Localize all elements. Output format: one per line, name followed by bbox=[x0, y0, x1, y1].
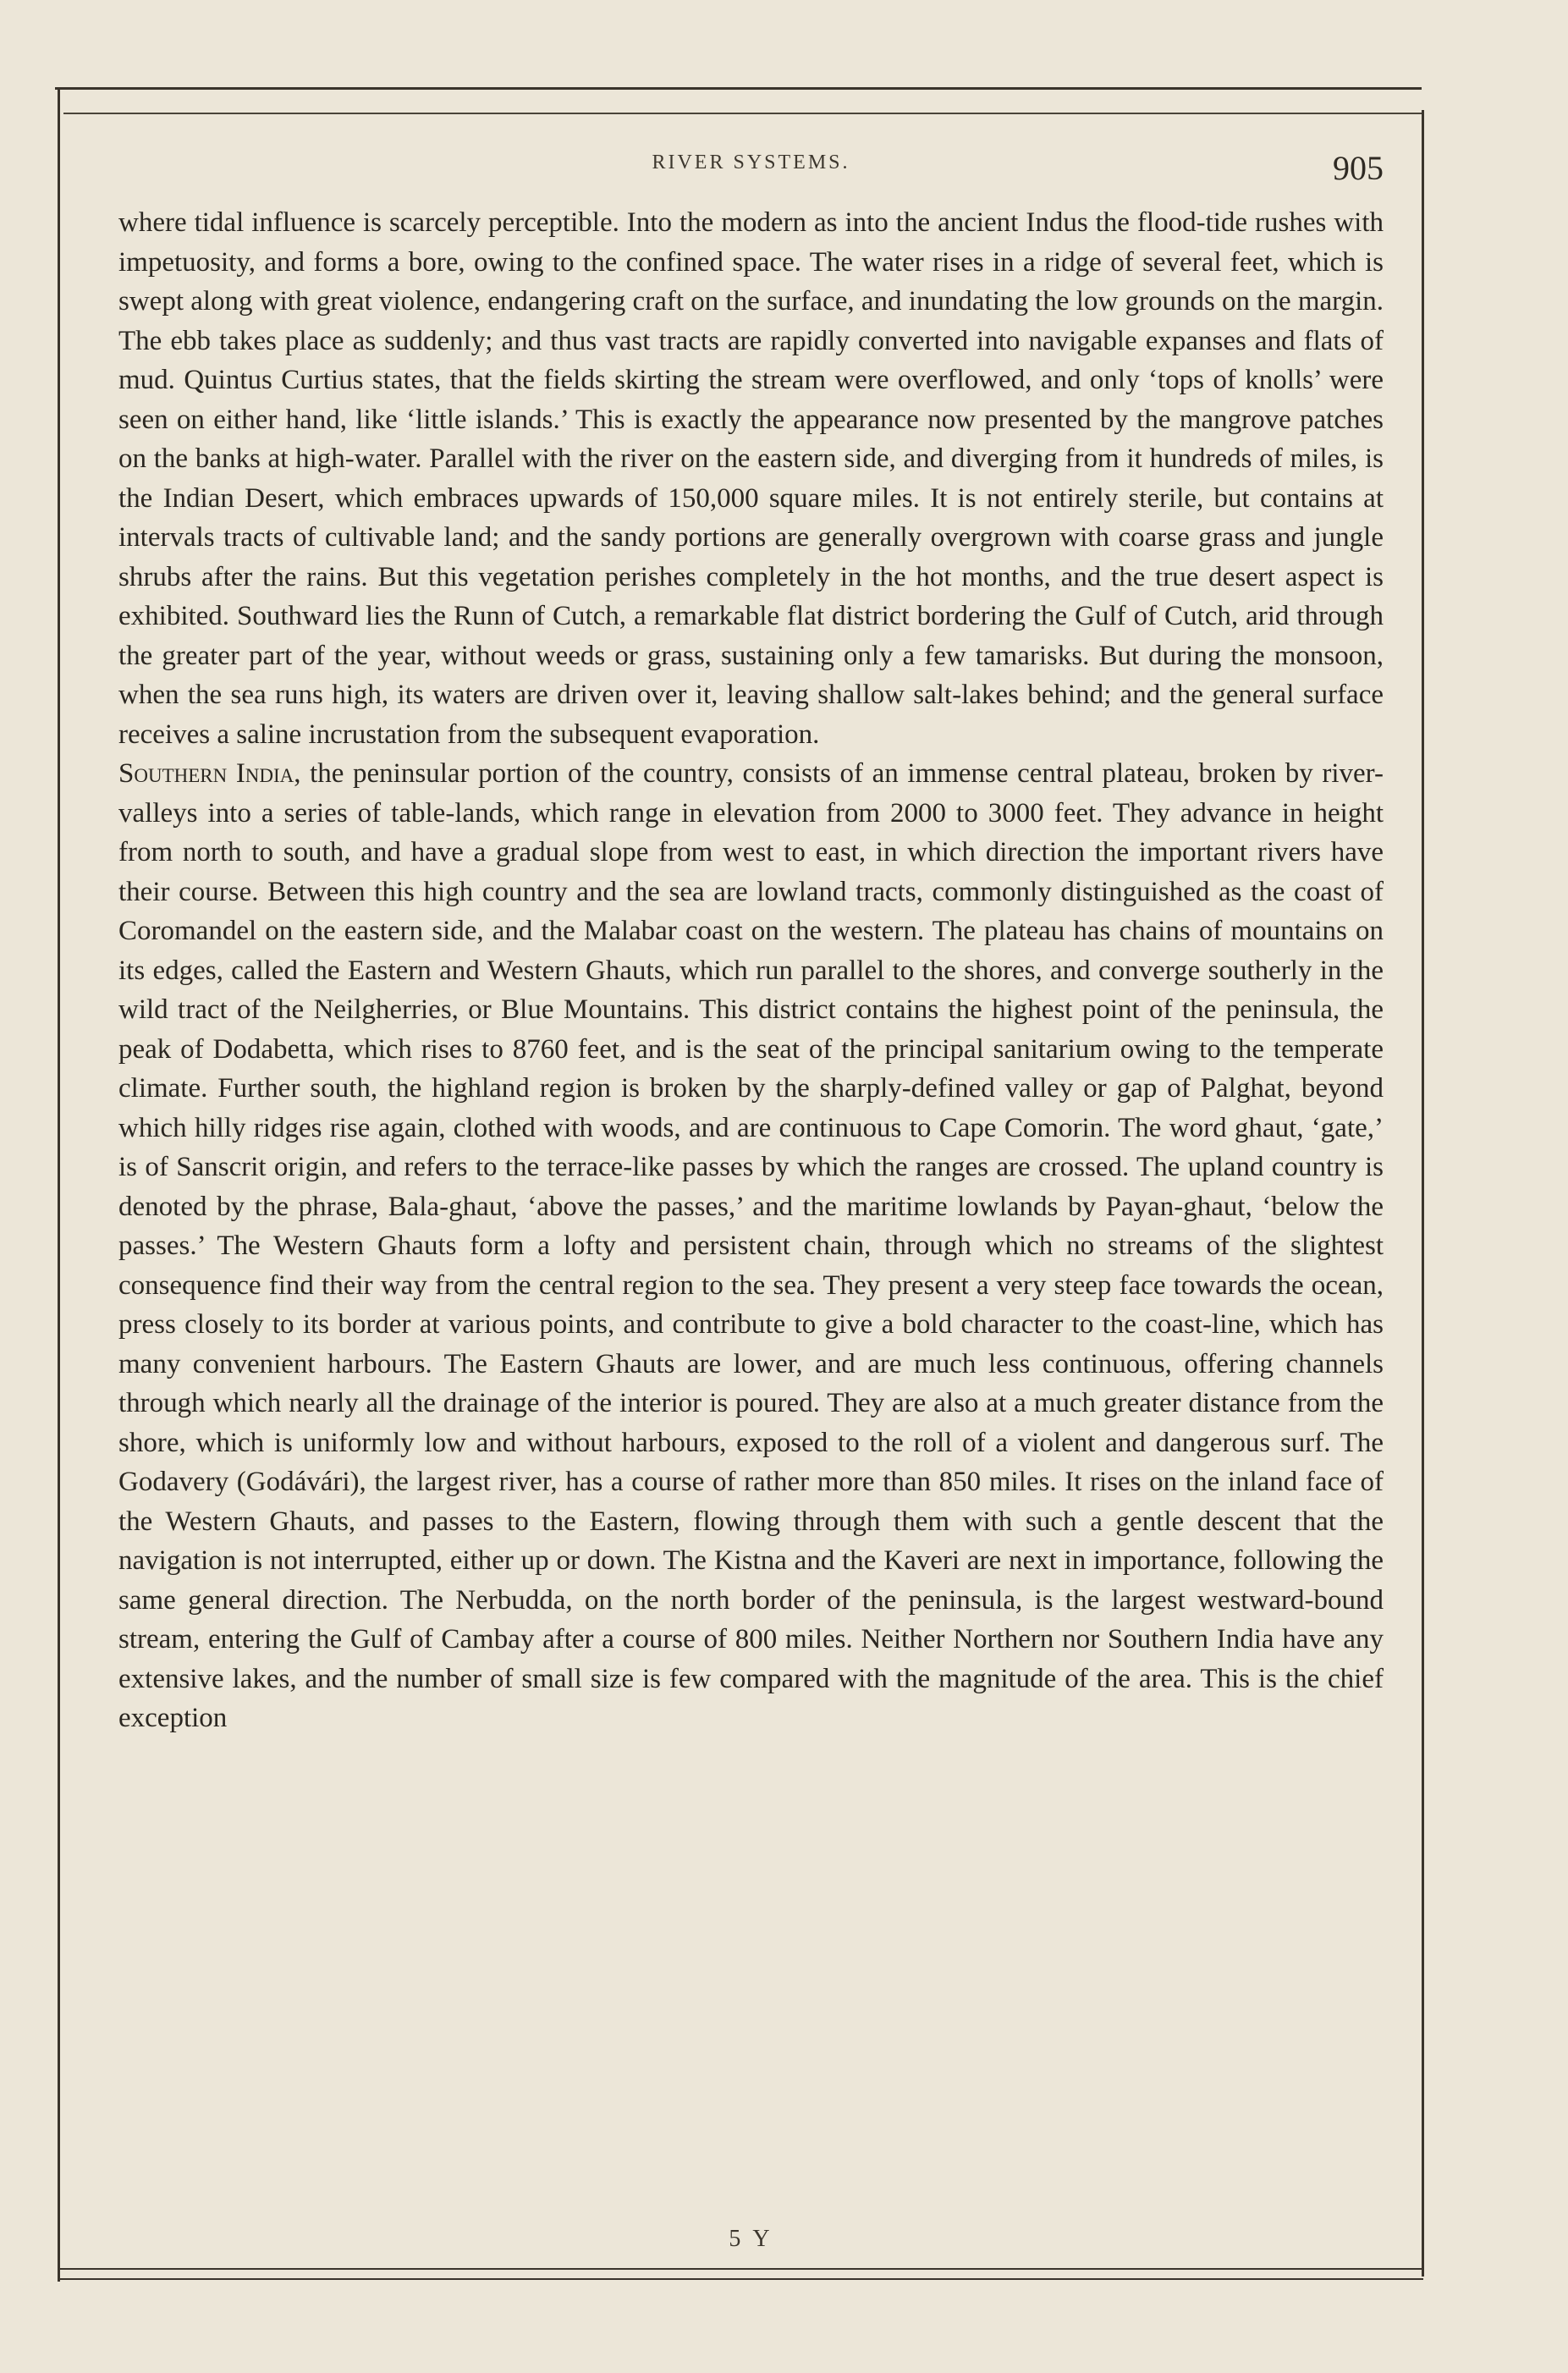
frame-bottom-rule bbox=[59, 2268, 1423, 2270]
paragraph-southern-india bbox=[118, 754, 1384, 1738]
page-header bbox=[118, 148, 1384, 199]
signature-mark: 5 Y bbox=[729, 2226, 773, 2252]
frame-right-rule bbox=[1422, 110, 1424, 2277]
frame-inner-rule bbox=[63, 113, 1422, 114]
frame-top-rule bbox=[55, 87, 1422, 90]
frame-bottom-rule-2 bbox=[59, 2278, 1423, 2280]
paragraph-indus: where tidal influence is scarcely perceptible. Into the modern as into the ancient Indus the flood-tide rushes with impetuosity, and forms a bore, owing to the confined space. The water rises in a ridge of several feet, which is swept along with great violence, endangering craft on the surface, and inundating the low grounds on the margin. The ebb takes place as suddenly; and thus vast tracts are rapidly converted into navigable expanses and flats of mud. Quintus Curtius states, that the fields skirting the stream were overflowed, and only ‘tops of knolls’ were seen on either hand, like ‘little islands.’ This is exactly the appearance now presented by the mangrove patches on the banks at high-water. Parallel with the river on the eastern side, and diverging from it hundreds of miles, is the Indian Desert, which embraces upwards of 150,000 square miles. It is not entirely sterile, but contains at intervals tracts of cultivable land; and the sandy portions are generally overgrown with coarse grass and jungle shrubs after the rains. But this vegetation perishes completely in the hot months, and the true desert aspect is exhibited. Southward lies the Runn of Cutch, a remarkable flat district bordering the Gulf of Cutch, arid through the greater part of the year, without weeds or grass, sustaining only a few tamarisks. But during the monsoon, when the sea runs high, its waters are driven over it, leaving shallow salt-lakes behind; and the general surface receives a saline incrustation from the subsequent evaporation. bbox=[118, 207, 1384, 750]
body-text bbox=[118, 203, 1384, 1738]
running-head: RIVER SYSTEMS. bbox=[652, 151, 850, 173]
frame-left-rule bbox=[58, 87, 60, 2282]
paragraph-southern-india-text: the peninsular portion of the country, consists of an immense central plateau, broken by river-valleys into a series of table-lands, which range in elevation from 2000 to 3000 feet. They advance in height from north to south, and have a gradual slope from west to east, in which direction the important rivers have their course. Between this high country and the sea are lowland tracts, commonly distinguished as the coast of Coromandel on the eastern side, and the Malabar coast on the western. The plateau has chains of mountains on its edges, called the Eastern and Western Ghauts, which run parallel to the shores, and converge southerly in the wild tract of the Neilgherries, or Blue Mountains. This district contains the highest point of the peninsula, the peak of Dodabetta, which rises to 8760 feet, and is the seat of the principal sanitarium owing to the temperate climate. Further south, the highland region is broken by the sharply-defined valley or gap of Palghat, beyond which hilly ridges rise again, clothed with woods, and are continuous to Cape Comorin. The word ghaut, ‘gate,’ is of Sanscrit origin, and refers to the terrace-like passes by which the ranges are crossed. The upland country is denoted by the phrase, Bala-ghaut, ‘above the passes,’ and the maritime lowlands by Payan-ghaut, ‘below the passes.’ The Western Ghauts form a lofty and persistent chain, through which no streams of the slightest consequence find their way from the central region to the sea. They present a very steep face towards the ocean, press closely to its border at various points, and contribute to give a bold character to the coast-line, which has many convenient harbours. The Eastern Ghauts are lower, and are much less continuous, offering channels through which nearly all the drainage of the interior is poured. They are also at a much greater distance from the shore, which is uniformly low and without harbours, exposed to the roll of a violent and dangerous surf. The Godavery (Godávári), the largest river, has a course of rather more than 850 miles. It rises on the inland face of the Western Ghauts, and passes to the Eastern, flowing through them with such a gentle descent that the navigation is not interrupted, either up or down. The Kistna and the Kaveri are next in importance, following the same general direction. The Nerbudda, on the north border of the peninsula, is the largest westward-bound stream, entering the Gulf of Cambay after a course of 800 miles. Neither Northern nor Southern India have any extensive lakes, and the number of small size is few compared with the magnitude of the area. This is the chief exception bbox=[118, 758, 1384, 1733]
section-lead: Southern India, bbox=[118, 758, 301, 789]
page-number: 905 bbox=[1333, 149, 1384, 187]
